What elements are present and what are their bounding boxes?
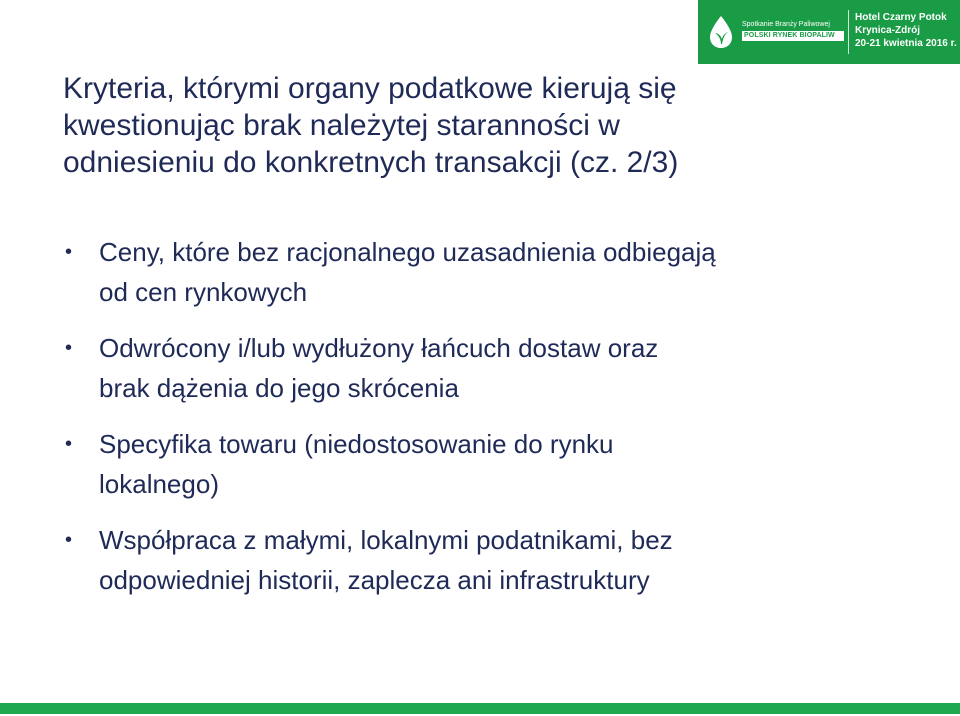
- bullet-line: Specyfika towaru (niedostosowanie do rynku: [99, 429, 614, 459]
- organizer-label: [742, 21, 844, 43]
- bullet-marker: •: [65, 529, 73, 551]
- bullet-line: lokalnego): [99, 469, 219, 499]
- bullet-marker: •: [65, 337, 73, 359]
- title-line: odniesieniu do konkretnych transakcji (cz. 2/3): [63, 146, 679, 179]
- bullet-item: [63, 328, 923, 408]
- venue-info: [855, 11, 957, 50]
- bullet-marker: •: [65, 433, 73, 455]
- droplet-leaf-icon: [707, 14, 735, 50]
- footer-accent-bar: [0, 703, 960, 714]
- event-date: 20-21 kwietnia 2016 r.: [855, 38, 957, 49]
- organizer-line-1: Spotkanie Branży Paliwowej: [742, 21, 830, 28]
- event-banner: [698, 0, 960, 64]
- bullet-line: od cen rynkowych: [99, 277, 308, 307]
- bullet-line: odpowiedniej historii, zaplecza ani infrastruktury: [99, 565, 650, 595]
- venue-name: Hotel Czarny Potok: [855, 12, 947, 23]
- venue-city: Krynica-Zdrój: [855, 25, 921, 36]
- bullet-item: [63, 232, 923, 312]
- bullet-line: Odwrócony i/lub wydłużony łańcuch dostaw oraz: [99, 333, 659, 363]
- bullet-line: brak dążenia do jego skrócenia: [99, 373, 459, 403]
- bullet-item: [63, 520, 923, 600]
- title-line: Kryteria, którymi organy podatkowe kierują się: [63, 72, 677, 105]
- bullet-line: Współpraca z małymi, lokalnymi podatnikami, bez: [99, 525, 673, 555]
- bullet-marker: •: [65, 241, 73, 263]
- bullet-list: [63, 232, 923, 616]
- banner-divider: [848, 10, 849, 54]
- bullet-item: [63, 424, 923, 504]
- organizer-line-2: POLSKI RYNEK BIOPALIW: [742, 31, 844, 41]
- slide-title: [63, 70, 803, 181]
- bullet-line: Ceny, które bez racjonalnego uzasadnienia odbiegają: [99, 237, 716, 267]
- title-line: kwestionując brak należytej staranności w: [63, 109, 620, 142]
